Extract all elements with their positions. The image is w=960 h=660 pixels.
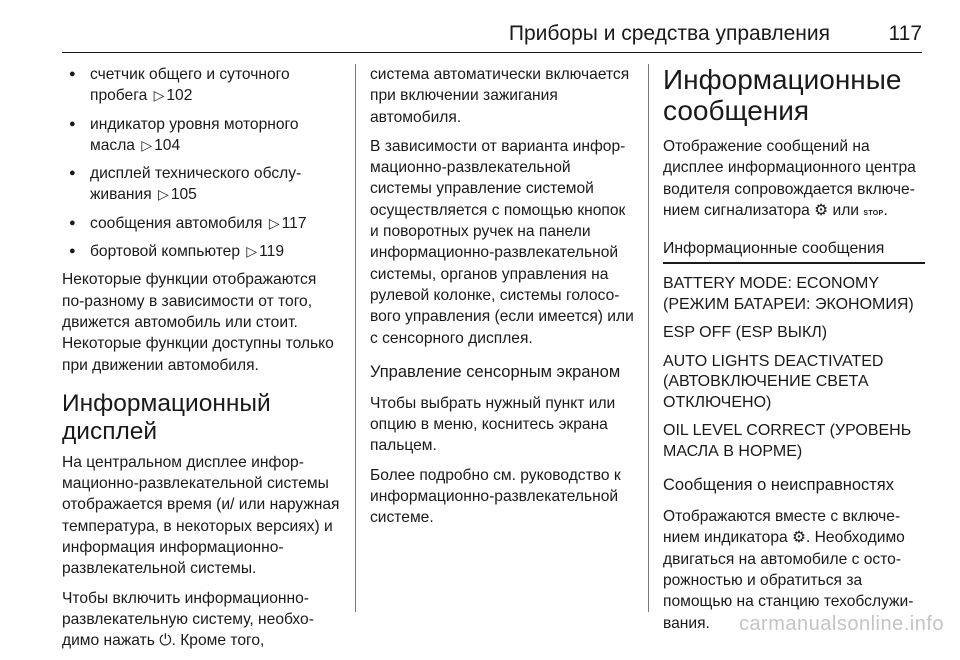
subsection-heading: Управление сенсорным экраном [370, 362, 621, 381]
message-item: AUTO LIGHTS DEACTIVATED (АВТОВКЛЮЧЕНИЕ СВЕТА ОТКЛЮЧЕНО) [663, 352, 884, 411]
list-item: ● сообщения автомобиля ▷ 117 [62, 213, 342, 234]
message-item: OIL LEVEL CORRECT (УРОВЕНЬ МАСЛА В НОРМЕ) [663, 422, 912, 460]
wrench-car-icon: ⚙ [814, 201, 829, 219]
column-divider-1 [355, 64, 356, 612]
column-2 [370, 64, 635, 537]
paragraph: система автоматически включается при включении зажигания автомобиля. [370, 66, 630, 126]
page-ref-link[interactable]: 104 [154, 136, 181, 154]
column-1 [62, 64, 342, 660]
section-heading: Информационный дисплей [62, 389, 271, 445]
power-icon: ⏻ [159, 632, 172, 650]
column-3 [663, 64, 925, 642]
page-ref-arrow-icon: ▷ [268, 214, 280, 231]
page-title: Приборы и средства управления [508, 22, 830, 45]
section-heading: Информационные сообщения [663, 64, 902, 126]
page-ref-arrow-icon: ▷ [141, 136, 153, 153]
page-ref-arrow-icon: ▷ [246, 243, 258, 260]
list-item: ● счетчик общего и суточного пробега ▷ 102 [62, 64, 342, 107]
paragraph: Отображаются вместе с включением индикатора ⚙. Необходимо двигаться на автомобиле с осторожностью и обратиться за помощью на станцию техобслуживания. [663, 508, 914, 632]
paragraph: Некоторые функции отображаются по-разному в зависимости от того, движется автомобиль или стоит. Некоторые функции доступны только при движении автомобиля. [62, 271, 334, 374]
feature-list [62, 64, 342, 262]
list-item: ● дисплей технического обслуживания ▷ 105 [62, 163, 342, 206]
page-ref-link[interactable]: 119 [259, 243, 285, 261]
page-ref-arrow-icon: ▷ [158, 186, 169, 203]
message-item: ESP OFF (ESP ВЫКЛ) [663, 324, 828, 342]
wrench-car-icon: ⚙ [792, 529, 806, 547]
message-item: BATTERY MODE: ECONOMY (РЕЖИМ БАТАРЕИ: ЭКОНОМИЯ) [663, 275, 914, 313]
page-ref-link[interactable]: 105 [170, 186, 197, 204]
paragraph: В зависимости от варианта информационно-развлекательной системы управление системой осуществляется с помощью кнопок и поворотных ручек на панели информационно-развлекательной системы, органов управления на рулевой колонке, системы голосового управления (если имеется) или с сенсорного дисплея. [370, 137, 634, 347]
stop-icon: STOP [863, 209, 884, 217]
list-item: ● индикатор уровня моторного масла ▷ 104 [62, 114, 342, 157]
paragraph: Чтобы выбрать нужный пункт или опцию в меню, коснитесь экрана пальцем. [370, 394, 616, 455]
page-ref-arrow-icon: ▷ [153, 87, 165, 104]
paragraph: Отображение сообщений на дисплее информационного центра водителя сопровождается включением сигнализатора ⚙ или STOP. [663, 138, 916, 219]
list-item: ● бортовой компьютер ▷ 119 [62, 241, 342, 262]
paragraph: Более подробно см. руководство к информационно-развлекательной системе. [370, 466, 621, 527]
paragraph: Чтобы включить информационно-развлекательную систему, необходимо нажать ⏻. Кроме того, [62, 589, 314, 650]
page-ref-link[interactable]: 117 [281, 214, 307, 232]
subsection-heading: Сообщения о неисправностях [663, 476, 894, 495]
page-ref-link[interactable]: 102 [166, 87, 193, 105]
page-header [62, 18, 922, 53]
paragraph: На центральном дисплее информационно-развлекательной системы отображается время (и/ или наружная температура, в некоторых версиях) и информация информационно-развлекательной системы. [62, 453, 340, 578]
column-divider-2 [648, 64, 649, 612]
page-number: 117 [888, 22, 922, 45]
watermark: carmanualsonline.info [738, 613, 944, 635]
subsection-heading: Информационные сообщения [663, 238, 925, 264]
